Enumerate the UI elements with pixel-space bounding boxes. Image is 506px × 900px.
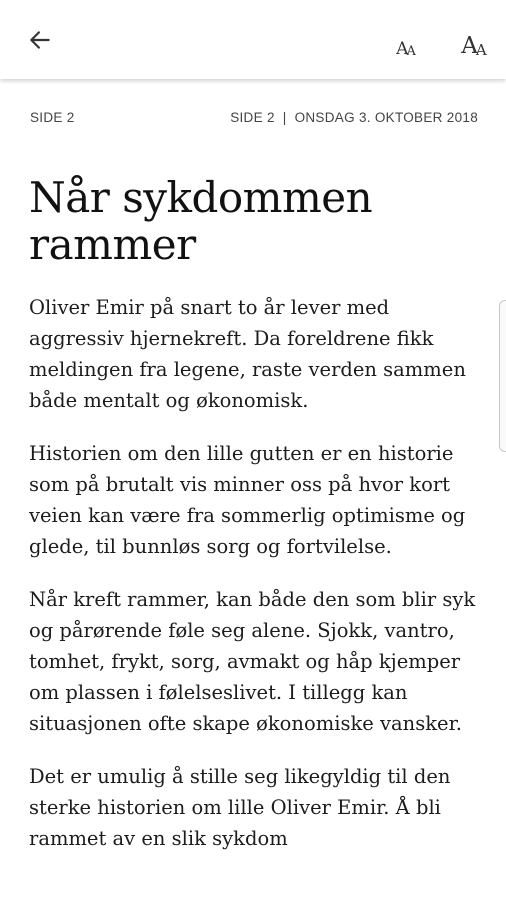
- font-size-large-icon-large-letter: A: [461, 33, 478, 59]
- headline-line-1: Når sykdommen: [29, 173, 373, 222]
- decrease-font-size-button[interactable]: [388, 24, 424, 58]
- article-paragraph-1: Oliver Emir på snart to år lever med aggressiv hjernekreft. Da foreldrene fikk meldingen fra legene, raste verden sammen både mentalt og økonomisk.: [29, 296, 466, 412]
- article-headline: [29, 174, 479, 268]
- back-button[interactable]: [20, 22, 60, 58]
- page-number-right: SIDE 2: [230, 110, 275, 125]
- page-meta: [30, 110, 478, 130]
- arrow-left-icon: [27, 27, 53, 53]
- page-info-right: [230, 110, 478, 125]
- page-scroll-handle[interactable]: [499, 300, 506, 452]
- article-paragraph-3: Når kreft rammer, kan både den som blir syk og pårørende føle seg alene. Sjokk, vantro, tomhet, frykt, sorg, avmakt og håp kjemper om plassen i følelseslivet. I tillegg kan situasjonen ofte skape økonomiske vansker.: [29, 588, 476, 735]
- headline-line-2: rammer: [29, 220, 196, 269]
- meta-separator: |: [282, 110, 287, 125]
- article-paragraph-2: Historien om den lille gutten er en historie som på brutalt vis minner oss på hvor kort veien kan være fra sommerlig optimisme og glede, til bunnløs sorg og fortvilelse.: [29, 442, 466, 558]
- font-size-small-icon-small-letter: A: [406, 44, 416, 59]
- top-toolbar: [0, 0, 506, 79]
- publication-date: ONSDAG 3. OKTOBER 2018: [294, 110, 478, 125]
- font-size-small-icon-large-letter: A: [396, 39, 409, 59]
- increase-font-size-button[interactable]: [454, 24, 494, 58]
- article-paragraph-4: Det er umulig å stille seg likegyldig til den sterke historien om lille Oliver Emir. Å bli rammet av en slik sykdom: [29, 765, 451, 850]
- article-body: [29, 292, 479, 876]
- page-number-left: SIDE 2: [30, 110, 75, 125]
- font-size-large-icon-small-letter: A: [475, 41, 487, 59]
